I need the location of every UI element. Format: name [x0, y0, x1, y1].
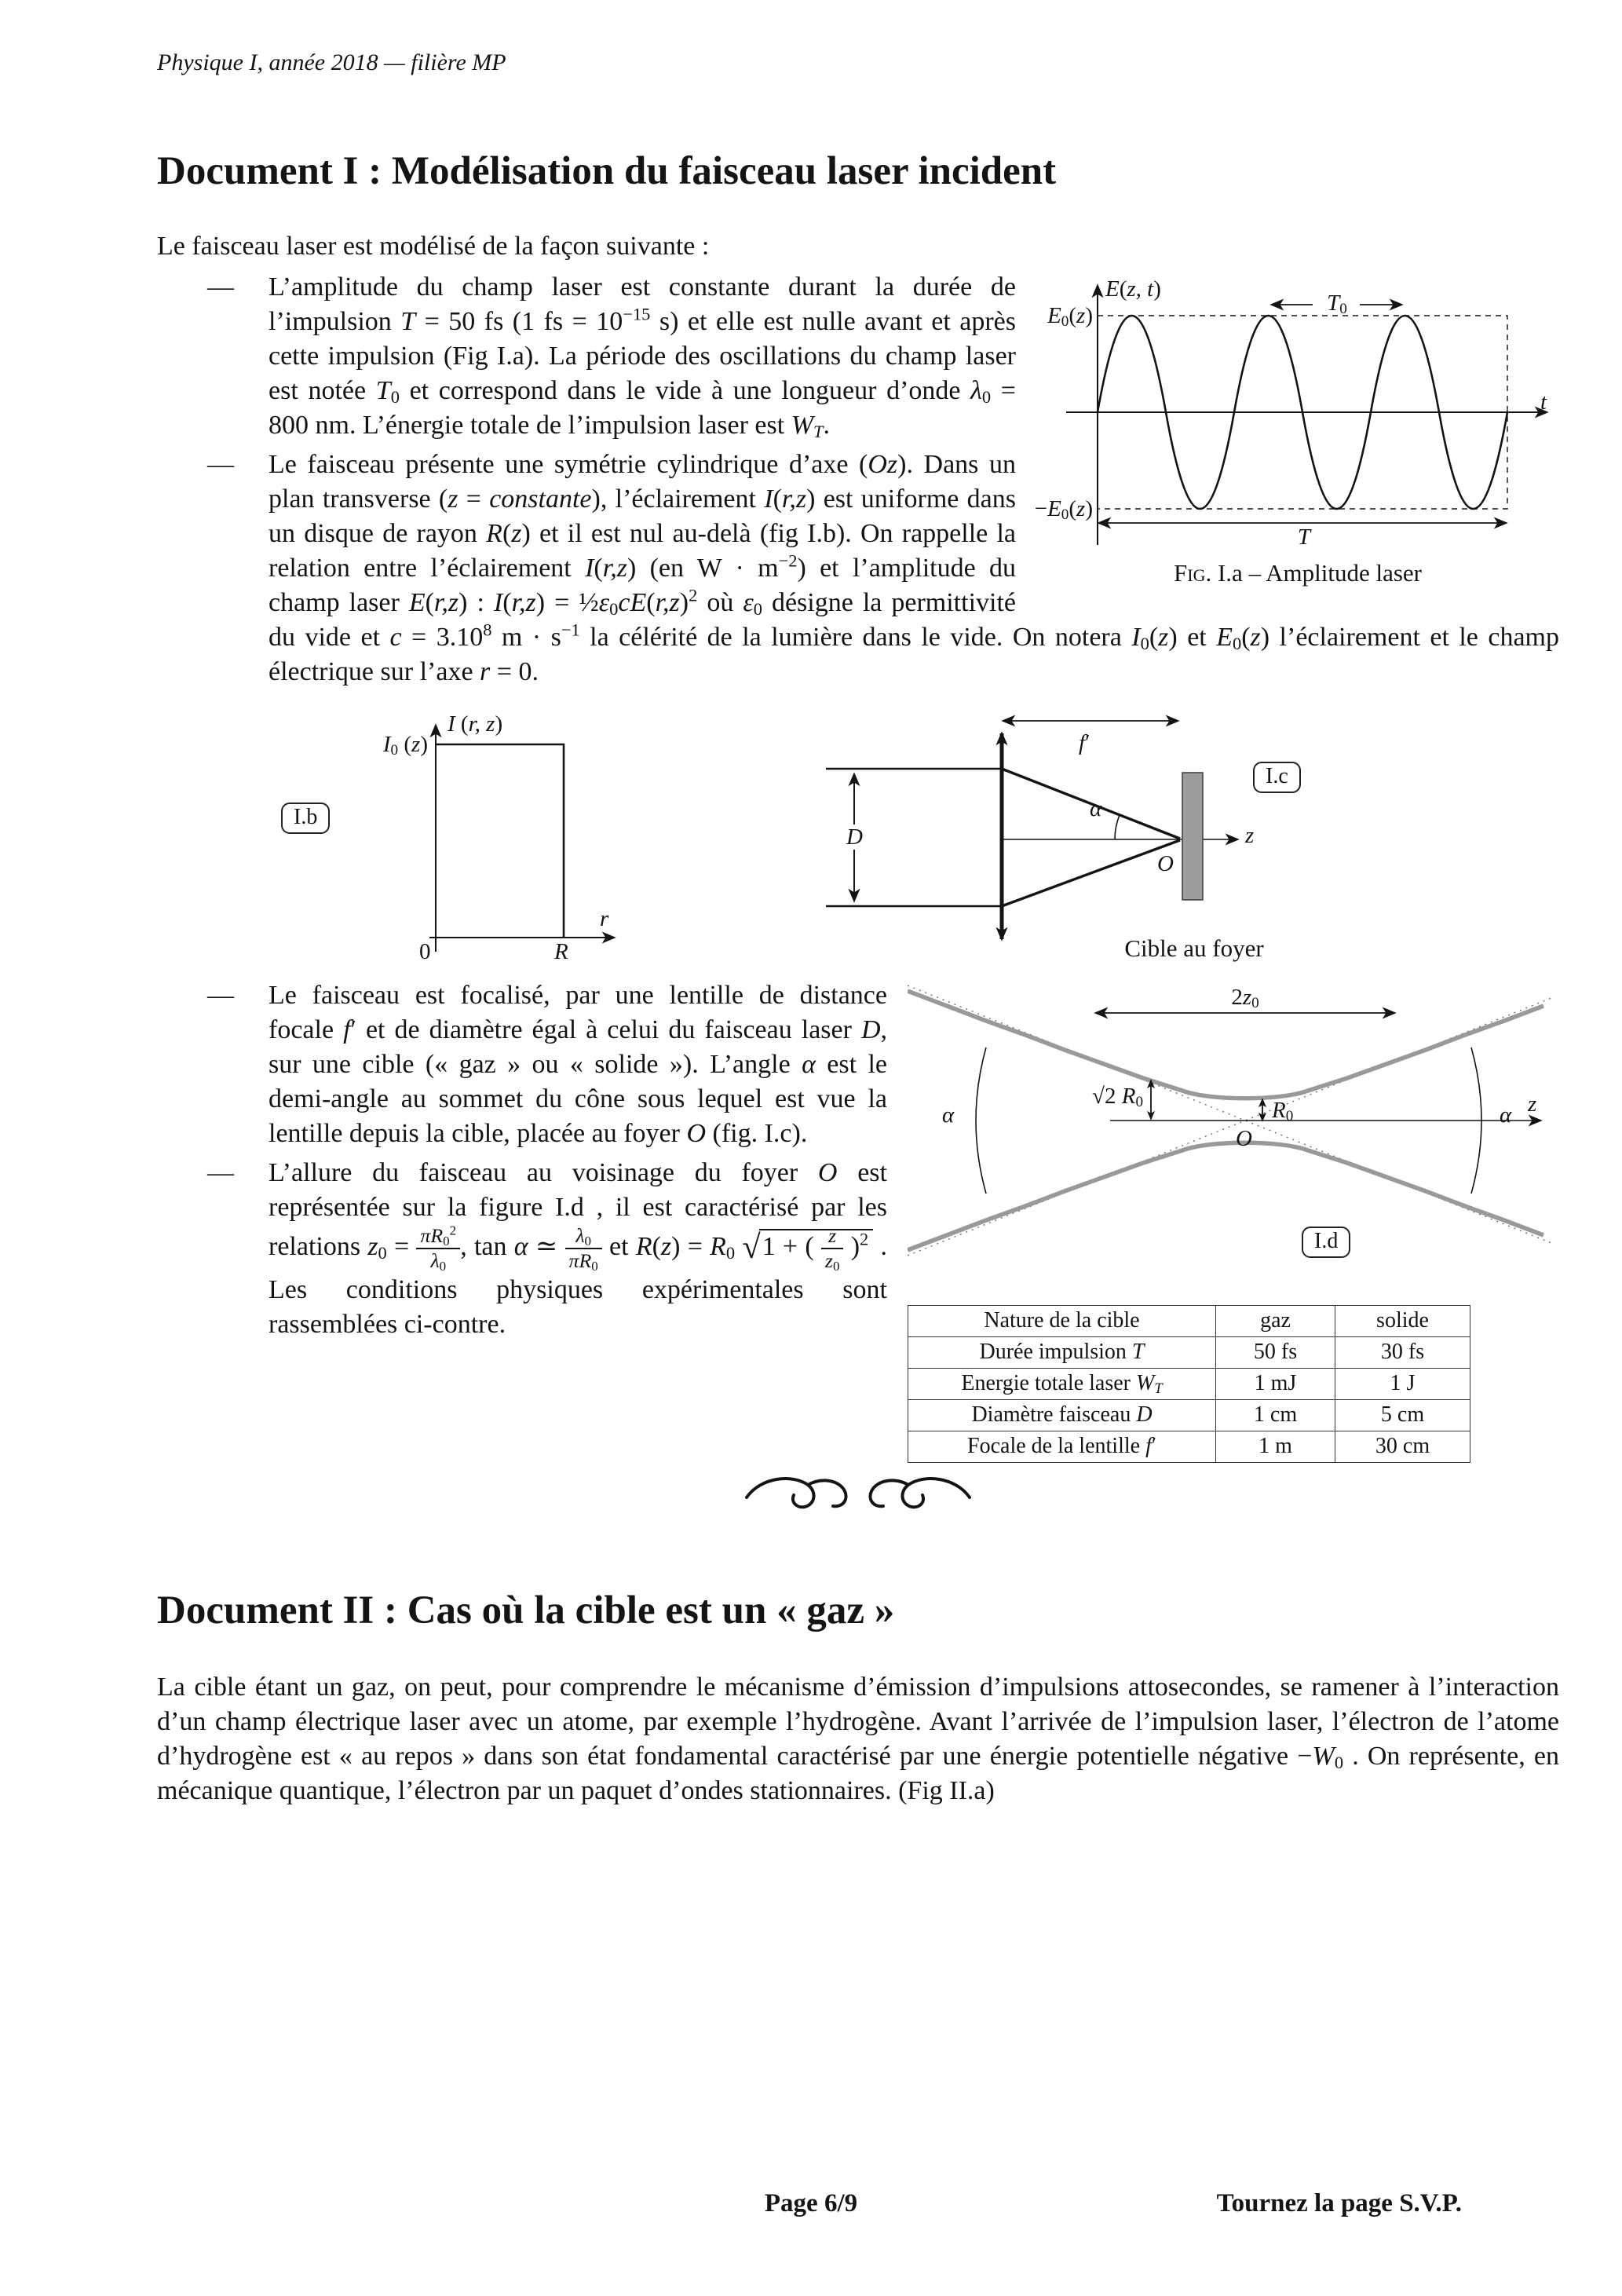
item-dash: —: [207, 272, 234, 302]
figure-1c: [813, 710, 1559, 969]
fig-b-label-I: I (r, z): [448, 711, 503, 737]
fig-b-box-label: I.b: [281, 803, 330, 834]
fig-c-caption: Cible au foyer: [1124, 934, 1264, 962]
table-cell: Nature de la cible: [908, 1306, 1216, 1337]
doc1-item-4-text: L’allure du faisceau au voisinage du foyer O est représentée sur la figure I.d , il est caractérisé par les relations $z_0$ = $\frac{\pi R_0^2}{\lambda_0}$ , tan α ≃ $\frac{\lambda_0}{\pi R_0}$ et $R(z) = R_0$ √1 + ( $\frac{z}{z_0}$ )$^2$ . Les conditions physiques expérimentales sont rassemblées ci-contre.: [269, 1158, 887, 1339]
fig-c-label-f: f′: [1079, 730, 1090, 755]
doc1-intro: Le faisceau laser est modélisé de la façon suivante :: [157, 232, 710, 261]
item-dash: —: [207, 981, 234, 1010]
fig-c-label-z: z: [1245, 823, 1255, 848]
table-cell: 5 cm: [1335, 1400, 1470, 1431]
item-dash: —: [207, 450, 234, 479]
converging-ray-bottom: [1002, 840, 1180, 906]
fig-d-label-sqrt2R0: √2 $R_0$: [1092, 1084, 1143, 1111]
table-cell: 1 cm: [1216, 1400, 1335, 1431]
ornament-left: [747, 1479, 846, 1507]
fig-c-label-alpha: α: [1090, 796, 1102, 821]
fig-d-label-alpha-left: α: [942, 1102, 955, 1128]
ornament-divider: [157, 1471, 1559, 1524]
page-number: Page 6/9: [764, 2189, 858, 2217]
table-cell: 30 cm: [1335, 1431, 1470, 1463]
fig-d-label-z: z: [1528, 1091, 1537, 1117]
doc1-section: [157, 270, 1559, 689]
table-cell: Focale de la lentille f′: [908, 1431, 1216, 1463]
fig-b-label-zero: 0: [419, 939, 431, 964]
ornament-swirls: [740, 1471, 976, 1515]
figure-1a-caption: Fig. I.a – Amplitude laser: [1174, 559, 1422, 587]
doc1-item-3-text: Le faisceau est focalisé, par une lentille de distance focale f′ et de diamètre égal à celui du faisceau laser D, sur une cible (« gaz » ou « solide »). L’angle α est le demi-angle au sommet du cône sous lequel est vue la lentille depuis la cible, placée au foyer O (fig. I.c).: [269, 981, 888, 1148]
table-cell: 1 J: [1335, 1369, 1470, 1400]
ornament-right: [870, 1479, 970, 1507]
doc1-item-1: [157, 270, 1559, 443]
fig-c-label-O: O: [1157, 851, 1174, 876]
table-cell: solide: [1335, 1306, 1470, 1337]
doc1-item-2: [157, 448, 1559, 689]
fig-b-label-I0: $I_0$ (z): [382, 732, 428, 759]
fig-a-label-T: T: [1297, 525, 1311, 550]
fig-a-label-minus-E0: $-E_0(z)$: [1034, 496, 1093, 524]
table-cell: 1 m: [1216, 1431, 1335, 1463]
focusing-lens-diagram: [813, 710, 1559, 969]
fig-d-label-alpha-right: α: [1500, 1102, 1512, 1128]
fig-a-label-E0: $E_0(z)$: [1047, 303, 1093, 331]
doc1-title: Document I : Modélisation du faisceau laser incident: [157, 149, 1057, 193]
figures-row: [157, 710, 1559, 969]
fig-d-label-O: O: [1236, 1126, 1252, 1151]
table-row: [908, 1400, 1470, 1431]
doc2-body: La cible étant un gaz, on peut, pour comprendre le mécanisme d’émission d’impulsions attosecondes, se ramener à l’interaction d’un champ électrique laser avec un atome, par exemple l’hydrogène. Avant l’arrivée de l’impulsion laser, l’électron de l’atome d’hydrogène est « au repos » dans son état fondamental caractérisé par une énergie potentielle négative $-W_0$ . On représente, en mécanique quantique, l’électron par un paquet d’ondes stationnaires. (Fig II.a): [157, 1673, 1559, 1805]
table-cell: Diamètre faisceau D: [908, 1400, 1216, 1431]
step-function: [437, 744, 564, 938]
doc1-item-3: [157, 978, 1559, 1151]
table-cell: 50 fs: [1216, 1337, 1335, 1369]
item-dash: —: [207, 1158, 234, 1187]
fig-d-label-R0: $R_0$: [1272, 1098, 1294, 1125]
figure-1b: [275, 710, 624, 964]
fig-a-label-E: E(z, t): [1105, 276, 1161, 302]
doc1-item-4: [157, 1156, 1559, 1342]
fig-d-label-2z0: $2z_0$: [1231, 985, 1259, 1012]
fig-c-label-D: D: [843, 824, 866, 850]
page-header: Physique I, année 2018 — filière MP: [157, 49, 506, 75]
fig-b-label-r: r: [600, 906, 609, 931]
target-slab: [1182, 773, 1203, 900]
table-cell: Energie totale laser $W_T$: [908, 1369, 1216, 1400]
fig-a-label-T0: $T_0$: [1327, 291, 1347, 318]
alpha-arc: [1115, 815, 1120, 839]
table-row: [908, 1369, 1470, 1400]
table-cell: 1 mJ: [1216, 1369, 1335, 1400]
table-cell: gaz: [1216, 1306, 1335, 1337]
doc1-section-2: [157, 978, 1559, 1458]
fig-a-label-t: t: [1540, 389, 1547, 415]
doc1-item-2-text: Le faisceau présente une symétrie cylindrique d’axe (Oz). Dans un plan transverse (z = constante), l’éclairement I(r,z) est uniforme dans un disque de rayon R(z) et il est nul au-delà (fig I.b). On rappelle la relation entre l’éclairement I(r,z) (en $W \cdot m^{-2}$) et l’amplitude du champ laser E(r,z) : $I(r,z) = \frac{1}{2}\varepsilon_0cE(r,z)^2$ où $\varepsilon_0$ désigne la permittivité du vide et $c = 3.10^8$ $m \cdot s^{-1}$ la célérité de la lumière dans le vide. On notera $I_0(z)$ et $E_0(z)$ l’éclairement et le champ électrique sur l’axe r = 0.: [269, 450, 1559, 686]
doc2-title: Document II : Cas où la cible est un « gaz »: [157, 1589, 895, 1632]
fig-c-box-label: I.c: [1253, 762, 1301, 793]
table-cell: Durée impulsion T: [908, 1337, 1216, 1369]
table-cell: 30 fs: [1335, 1337, 1470, 1369]
doc1-item-1-text: L’amplitude du champ laser est constante durant la durée de l’impulsion T = 50 fs (1 fs = $10^{-15}$ s) et elle est nulle avant et après cette impulsion (Fig I.a). La période des oscillations du champ laser est notée $T_0$ et correspond dans le vide à une longueur d’onde $\lambda_0 = 800$ nm. L’énergie totale de l’impulsion laser est $W_T$.: [269, 272, 1016, 441]
fig-d-box-label: I.d: [1302, 1227, 1350, 1258]
table-row: [908, 1431, 1470, 1463]
fig-b-label-R: R: [554, 939, 568, 964]
turn-page-note: Tournez la page S.V.P.: [1216, 2189, 1462, 2217]
